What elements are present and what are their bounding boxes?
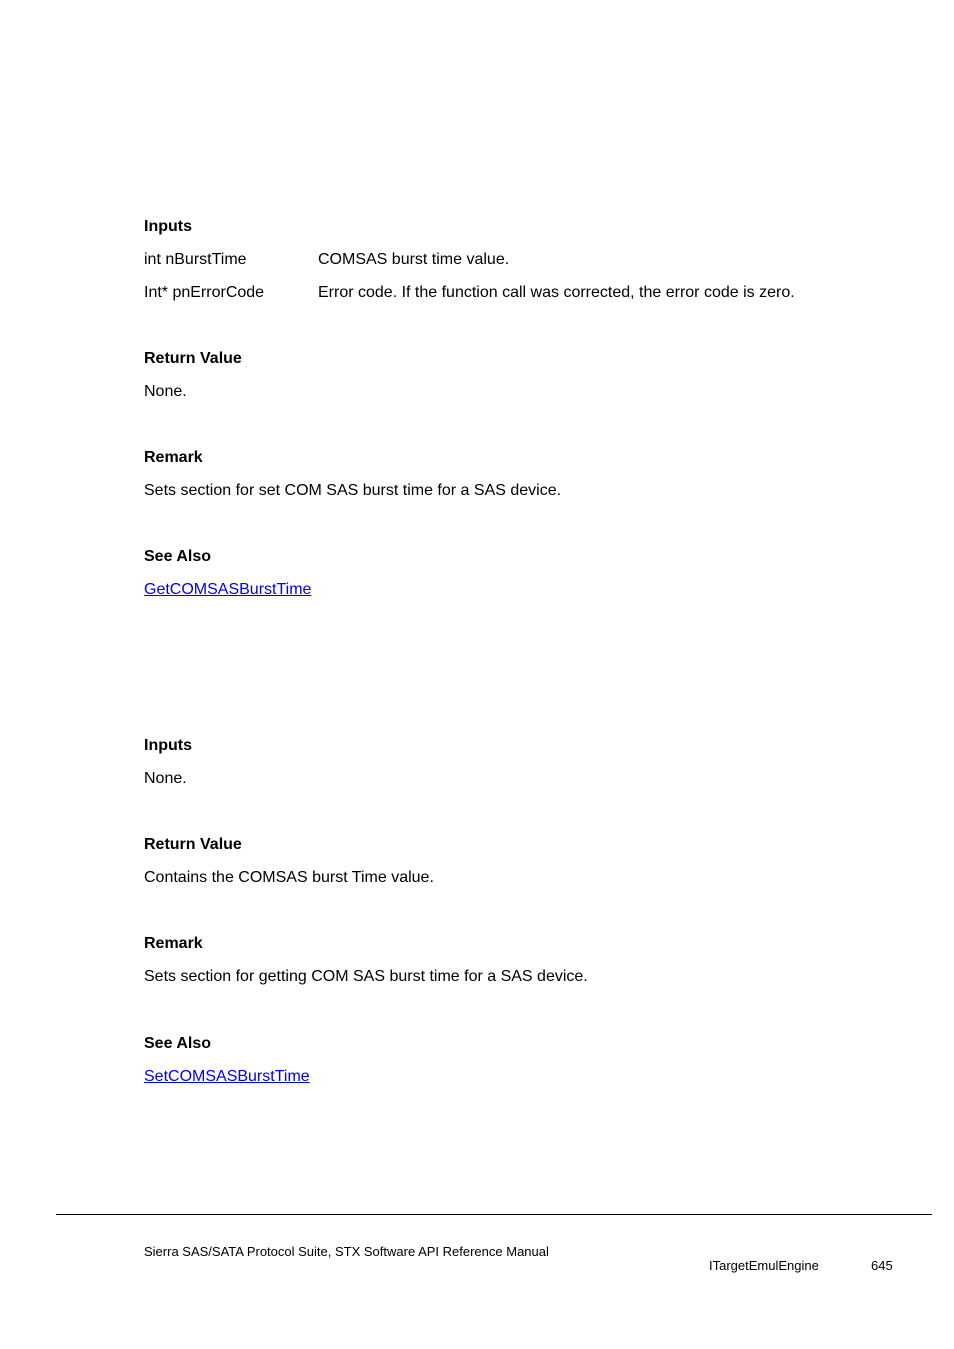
inputs-text: None. — [144, 770, 187, 787]
remark-heading: Remark — [144, 449, 203, 466]
see-also-link-getcomsasbursttime[interactable]: GetCOMSASBurstTime — [144, 581, 312, 598]
remark-text: Sets section for getting COM SAS burst time for a SAS device. — [144, 968, 588, 985]
return-value-heading: Return Value — [144, 350, 242, 367]
see-also-link-setcomsasbursttime[interactable]: SetCOMSASBurstTime — [144, 1068, 310, 1085]
return-value-heading: Return Value — [144, 836, 242, 853]
inputs-heading: Inputs — [144, 737, 192, 754]
see-also-heading: See Also — [144, 1035, 211, 1052]
footer-divider — [56, 1214, 932, 1215]
footer-page-number: 645 — [871, 1258, 893, 1273]
inputs-heading: Inputs — [144, 218, 192, 235]
return-value-text: None. — [144, 383, 187, 400]
remark-text: Sets section for set COM SAS burst time for a SAS device. — [144, 482, 562, 499]
param-name-pnerrorcode: Int* pnErrorCode — [144, 284, 265, 301]
footer-section-name: ITargetEmulEngine — [709, 1258, 819, 1273]
see-also-heading: See Also — [144, 548, 211, 565]
param-desc-pnerrorcode: Error code. If the function call was corrected, the error code is zero. — [318, 284, 795, 301]
param-name-nbursttime: int nBurstTime — [144, 251, 247, 268]
remark-heading: Remark — [144, 935, 203, 952]
param-desc-nbursttime: COMSAS burst time value. — [318, 251, 510, 268]
footer-manual-title: Sierra SAS/SATA Protocol Suite, STX Software API Reference Manual — [144, 1244, 549, 1259]
return-value-text: Contains the COMSAS burst Time value. — [144, 869, 434, 886]
